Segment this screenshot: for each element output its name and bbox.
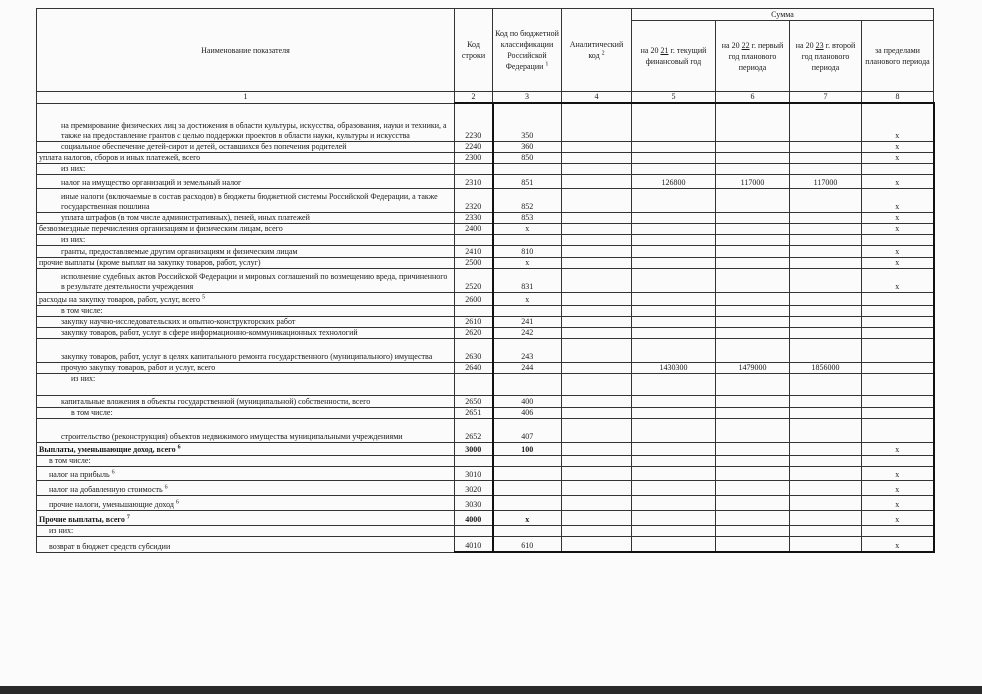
row-sum-second: [790, 510, 862, 525]
table-row: [37, 292, 934, 305]
table-row: [37, 257, 934, 268]
table-row: [37, 442, 934, 455]
row-budget-code: 810: [493, 245, 562, 257]
row-analytic-code: [562, 268, 632, 292]
row-budget-code: [493, 234, 562, 245]
row-sum-beyond: х: [862, 257, 934, 268]
col-number: 6: [716, 92, 790, 104]
row-sum-current: [632, 395, 716, 407]
row-budget-code: 100: [493, 442, 562, 455]
row-line-code: 2310: [455, 174, 493, 188]
row-sum-first: 1479000: [716, 362, 790, 373]
table-row: [37, 455, 934, 466]
row-indicator-name: безвозмездные перечисления организациям и физическим лицам, всего: [37, 223, 455, 234]
header-year-current: на 20 21 г. текущий финансовый год: [632, 21, 716, 92]
row-sum-beyond: [862, 163, 934, 174]
row-analytic-code: [562, 480, 632, 495]
row-sum-first: [716, 480, 790, 495]
row-budget-code: 241: [493, 316, 562, 327]
row-budget-code: 406: [493, 407, 562, 418]
row-sum-first: [716, 292, 790, 305]
row-budget-code: 850: [493, 152, 562, 163]
row-line-code: 2651: [455, 407, 493, 418]
row-analytic-code: [562, 536, 632, 552]
column-number-row: [37, 92, 934, 104]
row-sum-current: [632, 407, 716, 418]
row-budget-code: х: [493, 292, 562, 305]
header-beyond-period: за пределами планового периода: [862, 21, 934, 92]
row-sum-second: 117000: [790, 174, 862, 188]
table-row: [37, 268, 934, 292]
row-sum-second: [790, 305, 862, 316]
row-sum-current: [632, 292, 716, 305]
row-budget-code: 360: [493, 141, 562, 152]
row-budget-code: 242: [493, 327, 562, 338]
row-line-code: 2652: [455, 418, 493, 442]
row-indicator-name: уплата штрафов (в том числе административных), пеней, иных платежей: [37, 212, 455, 223]
header-line-code: Код строки: [455, 9, 493, 92]
row-budget-code: 610: [493, 536, 562, 552]
row-sum-current: [632, 338, 716, 362]
table-row: [37, 316, 934, 327]
header-year-second: на 20 23 г. второй год планового периода: [790, 21, 862, 92]
row-budget-code: х: [493, 257, 562, 268]
row-line-code: 2520: [455, 268, 493, 292]
row-analytic-code: [562, 212, 632, 223]
row-analytic-code: [562, 188, 632, 212]
row-sum-first: [716, 103, 790, 141]
row-indicator-name: налог на добавленную стоимость $^6$: [37, 480, 455, 495]
row-analytic-code: [562, 338, 632, 362]
row-sum-current: [632, 103, 716, 141]
col-number: 8: [862, 92, 934, 104]
row-line-code: 2600: [455, 292, 493, 305]
row-indicator-name: налог на имущество организаций и земельный налог: [37, 174, 455, 188]
row-line-code: 4000: [455, 510, 493, 525]
row-sum-current: [632, 268, 716, 292]
table-row: [37, 338, 934, 362]
row-sum-first: [716, 395, 790, 407]
col-number: 3: [493, 92, 562, 104]
row-sum-beyond: х: [862, 174, 934, 188]
row-sum-beyond: х: [862, 212, 934, 223]
row-analytic-code: [562, 455, 632, 466]
row-sum-second: [790, 268, 862, 292]
row-sum-beyond: [862, 373, 934, 395]
row-analytic-code: [562, 234, 632, 245]
row-indicator-name: строительство (реконструкция) объектов недвижимого имущества муниципальными учреждениями: [37, 418, 455, 442]
row-sum-current: [632, 480, 716, 495]
row-indicator-name: в том числе:: [37, 305, 455, 316]
row-sum-current: [632, 455, 716, 466]
table-row: [37, 480, 934, 495]
row-analytic-code: [562, 510, 632, 525]
col-number: 1: [37, 92, 455, 104]
row-indicator-name: прочие выплаты (кроме выплат на закупку товаров, работ, услуг): [37, 257, 455, 268]
row-sum-beyond: [862, 327, 934, 338]
row-sum-first: [716, 442, 790, 455]
row-budget-code: [493, 495, 562, 510]
row-budget-code: х: [493, 510, 562, 525]
header-budget-code: Код по бюджетной классификации Российской Федерации $^1$: [493, 9, 562, 92]
row-line-code: [455, 455, 493, 466]
row-sum-first: [716, 141, 790, 152]
row-budget-code: [493, 525, 562, 536]
row-sum-beyond: х: [862, 495, 934, 510]
table-row: [37, 188, 934, 212]
row-sum-current: [632, 418, 716, 442]
row-line-code: 2330: [455, 212, 493, 223]
row-analytic-code: [562, 466, 632, 480]
row-sum-beyond: х: [862, 510, 934, 525]
table-row: [37, 245, 934, 257]
table-row: [37, 152, 934, 163]
row-sum-first: [716, 305, 790, 316]
row-line-code: 2400: [455, 223, 493, 234]
row-sum-current: [632, 510, 716, 525]
row-budget-code: 407: [493, 418, 562, 442]
row-sum-current: 126800: [632, 174, 716, 188]
row-sum-second: [790, 395, 862, 407]
row-sum-first: [716, 327, 790, 338]
row-line-code: 2630: [455, 338, 493, 362]
row-analytic-code: [562, 292, 632, 305]
row-budget-code: [493, 373, 562, 395]
row-sum-second: [790, 455, 862, 466]
row-line-code: [455, 163, 493, 174]
row-sum-current: [632, 525, 716, 536]
row-line-code: 2620: [455, 327, 493, 338]
row-indicator-name: закупку научно-исследовательских и опытно-конструкторских работ: [37, 316, 455, 327]
row-sum-first: [716, 316, 790, 327]
row-indicator-name: из них:: [37, 525, 455, 536]
row-budget-code: 400: [493, 395, 562, 407]
row-indicator-name: прочие налоги, уменьшающие доход $^6$: [37, 495, 455, 510]
row-sum-second: [790, 245, 862, 257]
col-number: 5: [632, 92, 716, 104]
row-sum-beyond: [862, 362, 934, 373]
row-sum-current: [632, 257, 716, 268]
row-sum-second: [790, 442, 862, 455]
table-row: [37, 407, 934, 418]
row-indicator-name: в том числе:: [37, 407, 455, 418]
row-budget-code: 243: [493, 338, 562, 362]
row-line-code: [455, 525, 493, 536]
row-sum-first: [716, 525, 790, 536]
row-sum-first: [716, 234, 790, 245]
header-year-first: на 20 22 г. первый год планового периода: [716, 21, 790, 92]
row-sum-beyond: х: [862, 188, 934, 212]
row-sum-first: [716, 455, 790, 466]
row-indicator-name: из них:: [37, 373, 455, 395]
row-budget-code: х: [493, 223, 562, 234]
table-row: [37, 103, 934, 141]
table-row: [37, 536, 934, 552]
table-row: [37, 223, 934, 234]
header-analytic-code: Аналитический код $^2$: [562, 9, 632, 92]
table-row: [37, 174, 934, 188]
row-analytic-code: [562, 163, 632, 174]
row-analytic-code: [562, 316, 632, 327]
row-sum-beyond: [862, 316, 934, 327]
table-row: [37, 373, 934, 395]
row-sum-first: [716, 536, 790, 552]
row-indicator-name: уплата налогов, сборов и иных платежей, всего: [37, 152, 455, 163]
row-analytic-code: [562, 525, 632, 536]
row-sum-beyond: [862, 418, 934, 442]
row-sum-current: [632, 466, 716, 480]
row-sum-second: [790, 141, 862, 152]
table-row: [37, 212, 934, 223]
row-indicator-name: прочую закупку товаров, работ и услуг, всего: [37, 362, 455, 373]
row-analytic-code: [562, 373, 632, 395]
row-line-code: 3000: [455, 442, 493, 455]
row-sum-first: [716, 466, 790, 480]
row-sum-first: [716, 212, 790, 223]
row-analytic-code: [562, 495, 632, 510]
row-sum-second: [790, 466, 862, 480]
row-budget-code: 831: [493, 268, 562, 292]
row-analytic-code: [562, 407, 632, 418]
row-indicator-name: Выплаты, уменьшающие доход, всего $^6$: [37, 442, 455, 455]
row-sum-first: [716, 418, 790, 442]
row-indicator-name: гранты, предоставляемые другим организациям и физическим лицам: [37, 245, 455, 257]
row-line-code: 3020: [455, 480, 493, 495]
row-budget-code: [493, 455, 562, 466]
row-indicator-name: налог на прибыль $^6$: [37, 466, 455, 480]
row-indicator-name: Прочие выплаты, всего $^7$: [37, 510, 455, 525]
row-sum-beyond: х: [862, 245, 934, 257]
row-sum-second: [790, 163, 862, 174]
row-line-code: 2320: [455, 188, 493, 212]
row-line-code: 2610: [455, 316, 493, 327]
row-sum-beyond: х: [862, 536, 934, 552]
col-number: 2: [455, 92, 493, 104]
row-sum-second: [790, 373, 862, 395]
row-sum-current: [632, 223, 716, 234]
row-sum-current: [632, 305, 716, 316]
row-sum-current: [632, 536, 716, 552]
row-sum-beyond: [862, 525, 934, 536]
row-analytic-code: [562, 103, 632, 141]
row-sum-second: [790, 103, 862, 141]
table-row: [37, 525, 934, 536]
row-sum-current: [632, 212, 716, 223]
row-budget-code: [493, 480, 562, 495]
row-sum-second: [790, 480, 862, 495]
row-sum-first: 117000: [716, 174, 790, 188]
row-sum-first: [716, 510, 790, 525]
row-sum-first: [716, 373, 790, 395]
row-analytic-code: [562, 141, 632, 152]
row-line-code: 2650: [455, 395, 493, 407]
header-indicator-name: Наименование показателя: [37, 9, 455, 92]
row-sum-beyond: х: [862, 141, 934, 152]
row-analytic-code: [562, 327, 632, 338]
row-analytic-code: [562, 395, 632, 407]
row-budget-code: 350: [493, 103, 562, 141]
row-analytic-code: [562, 152, 632, 163]
row-budget-code: 244: [493, 362, 562, 373]
row-sum-current: [632, 495, 716, 510]
row-sum-second: [790, 525, 862, 536]
row-analytic-code: [562, 223, 632, 234]
row-sum-current: [632, 373, 716, 395]
row-sum-current: [632, 245, 716, 257]
table-row: [37, 395, 934, 407]
row-sum-current: [632, 234, 716, 245]
row-indicator-name: капитальные вложения в объекты государственной (муниципальной) собственности, всего: [37, 395, 455, 407]
table-row: [37, 305, 934, 316]
row-sum-second: [790, 292, 862, 305]
row-sum-first: [716, 152, 790, 163]
row-sum-second: [790, 234, 862, 245]
row-sum-second: [790, 338, 862, 362]
row-line-code: 2240: [455, 141, 493, 152]
row-sum-beyond: [862, 338, 934, 362]
row-sum-current: [632, 163, 716, 174]
row-line-code: [455, 305, 493, 316]
row-sum-first: [716, 188, 790, 212]
row-line-code: [455, 373, 493, 395]
row-sum-second: [790, 212, 862, 223]
row-indicator-name: в том числе:: [37, 455, 455, 466]
row-sum-beyond: х: [862, 152, 934, 163]
row-analytic-code: [562, 257, 632, 268]
row-sum-first: [716, 223, 790, 234]
row-line-code: 2410: [455, 245, 493, 257]
row-sum-first: [716, 163, 790, 174]
row-indicator-name: иные налоги (включаемые в состав расходов) в бюджеты бюджетной системы Российской Федерации, а также государственная пошлина: [37, 188, 455, 212]
row-sum-current: 1430300: [632, 362, 716, 373]
row-sum-second: [790, 407, 862, 418]
row-sum-second: [790, 188, 862, 212]
row-analytic-code: [562, 174, 632, 188]
row-indicator-name: закупку товаров, работ, услуг в сфере информационно-коммуникационных технологий: [37, 327, 455, 338]
row-sum-current: [632, 188, 716, 212]
row-indicator-name: закупку товаров, работ, услуг в целях капитального ремонта государственного (муниципального) имущества: [37, 338, 455, 362]
row-analytic-code: [562, 305, 632, 316]
row-line-code: 3030: [455, 495, 493, 510]
row-sum-first: [716, 245, 790, 257]
row-sum-second: [790, 316, 862, 327]
row-budget-code: [493, 466, 562, 480]
row-indicator-name: исполнение судебных актов Российской Федерации и мировых соглашений по возмещению вреда, причиненного в результате деятельности учреждения: [37, 268, 455, 292]
row-sum-current: [632, 327, 716, 338]
row-line-code: 2230: [455, 103, 493, 141]
table-row: [37, 234, 934, 245]
row-sum-first: [716, 407, 790, 418]
row-analytic-code: [562, 442, 632, 455]
row-line-code: 2640: [455, 362, 493, 373]
row-sum-first: [716, 268, 790, 292]
header-sum: Сумма: [632, 9, 934, 21]
row-indicator-name: социальное обеспечение детей-сирот и детей, оставшихся без попечения родителей: [37, 141, 455, 152]
row-sum-second: 1856000: [790, 362, 862, 373]
row-line-code: 3010: [455, 466, 493, 480]
row-budget-code: [493, 163, 562, 174]
row-sum-beyond: [862, 455, 934, 466]
col-number: 7: [790, 92, 862, 104]
row-analytic-code: [562, 362, 632, 373]
col-number: 4: [562, 92, 632, 104]
row-line-code: 2300: [455, 152, 493, 163]
row-sum-second: [790, 536, 862, 552]
row-budget-code: [493, 305, 562, 316]
row-sum-first: [716, 257, 790, 268]
table-row: [37, 362, 934, 373]
table-row: [37, 466, 934, 480]
row-sum-beyond: [862, 292, 934, 305]
row-budget-code: 851: [493, 174, 562, 188]
row-analytic-code: [562, 245, 632, 257]
row-indicator-name: расходы на закупку товаров, работ, услуг, всего $^5$: [37, 292, 455, 305]
row-sum-beyond: [862, 395, 934, 407]
table-row: [37, 510, 934, 525]
row-sum-beyond: х: [862, 442, 934, 455]
row-sum-second: [790, 418, 862, 442]
row-sum-second: [790, 495, 862, 510]
row-budget-code: 853: [493, 212, 562, 223]
table-row: [37, 141, 934, 152]
row-indicator-name: из них:: [37, 234, 455, 245]
row-sum-beyond: х: [862, 480, 934, 495]
row-indicator-name: из них:: [37, 163, 455, 174]
row-line-code: 2500: [455, 257, 493, 268]
table-row: [37, 495, 934, 510]
table-row: [37, 327, 934, 338]
table-row: [37, 418, 934, 442]
financial-plan-table: [36, 8, 935, 553]
row-sum-beyond: [862, 234, 934, 245]
row-indicator-name: на премирование физических лиц за достижения в области культуры, искусства, образования, науки и техники, а также на предоставление грантов с целью поддержки проектов в области науки, культуры и искусства: [37, 103, 455, 141]
row-sum-current: [632, 316, 716, 327]
row-sum-first: [716, 495, 790, 510]
row-indicator-name: возврат в бюджет средств субсидии: [37, 536, 455, 552]
row-sum-second: [790, 257, 862, 268]
row-sum-current: [632, 152, 716, 163]
row-sum-first: [716, 338, 790, 362]
row-sum-beyond: х: [862, 466, 934, 480]
row-analytic-code: [562, 418, 632, 442]
scan-edge: [0, 686, 982, 694]
row-sum-beyond: [862, 305, 934, 316]
row-sum-beyond: х: [862, 268, 934, 292]
row-sum-beyond: [862, 407, 934, 418]
row-sum-second: [790, 152, 862, 163]
row-line-code: 4010: [455, 536, 493, 552]
row-line-code: [455, 234, 493, 245]
row-budget-code: 852: [493, 188, 562, 212]
table-row: [37, 163, 934, 174]
row-sum-current: [632, 141, 716, 152]
row-sum-beyond: х: [862, 103, 934, 141]
row-sum-second: [790, 327, 862, 338]
row-sum-current: [632, 442, 716, 455]
row-sum-beyond: х: [862, 223, 934, 234]
row-sum-second: [790, 223, 862, 234]
